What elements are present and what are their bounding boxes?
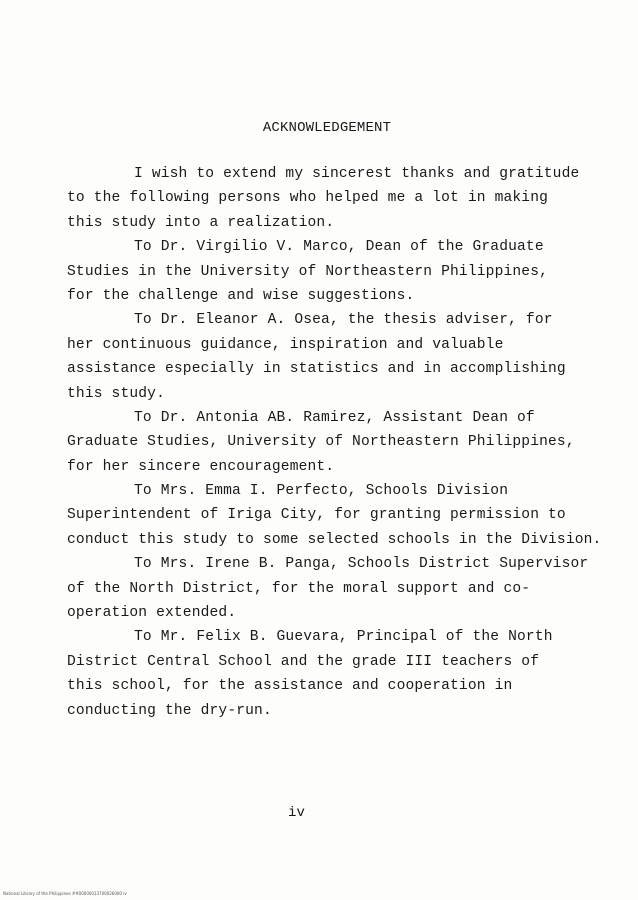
text-line: To Mr. Felix B. Guevara, Principal of the North xyxy=(134,629,553,646)
text-line: assistance especially in statistics and in accomplishing xyxy=(67,361,566,378)
acknowledgement-body xyxy=(67,162,602,723)
text-line: To Dr. Eleanor A. Osea, the thesis adviser, for xyxy=(134,312,553,329)
text-line: of the North District, for the moral support and co- xyxy=(67,580,531,597)
page-number: iv xyxy=(288,805,306,821)
text-line: for the challenge and wise suggestions. xyxy=(67,287,415,304)
footer-watermark: National Library of the Philippines ##00000013700026000 iv xyxy=(3,891,127,896)
text-line: conducting the dry-run. xyxy=(67,702,272,719)
text-line: To Mrs. Irene B. Panga, Schools District Supervisor xyxy=(134,556,589,573)
text-line: for her sincere encouragement. xyxy=(67,458,335,475)
text-line: To Dr. Virgilio V. Marco, Dean of the Graduate xyxy=(134,239,544,256)
text-line: District Central School and the grade III teachers of xyxy=(67,653,540,670)
text-line: Superintendent of Iriga City, for granting permission to xyxy=(67,507,566,524)
text-line: To Mrs. Emma I. Perfecto, Schools Division xyxy=(134,483,509,500)
text-line: To Dr. Antonia AB. Ramirez, Assistant Dean of xyxy=(134,409,535,426)
text-line: Studies in the University of Northeastern Philippines, xyxy=(67,263,549,280)
text-line: conduct this study to some selected schools in the Division. xyxy=(67,531,602,548)
text-line: this study. xyxy=(67,385,165,402)
page-title: ACKNOWLEDGEMENT xyxy=(262,120,392,136)
text-line: this study into a realization. xyxy=(67,214,335,231)
text-line: her continuous guidance, inspiration and valuable xyxy=(67,336,504,353)
text-line: Graduate Studies, University of Northeastern Philippines, xyxy=(67,434,575,451)
text-line: I wish to extend my sincerest thanks and gratitude xyxy=(134,166,580,182)
text-line: to the following persons who helped me a lot in making xyxy=(67,190,549,207)
text-line: this school, for the assistance and cooperation in xyxy=(67,678,513,695)
text-line: operation extended. xyxy=(67,605,237,622)
